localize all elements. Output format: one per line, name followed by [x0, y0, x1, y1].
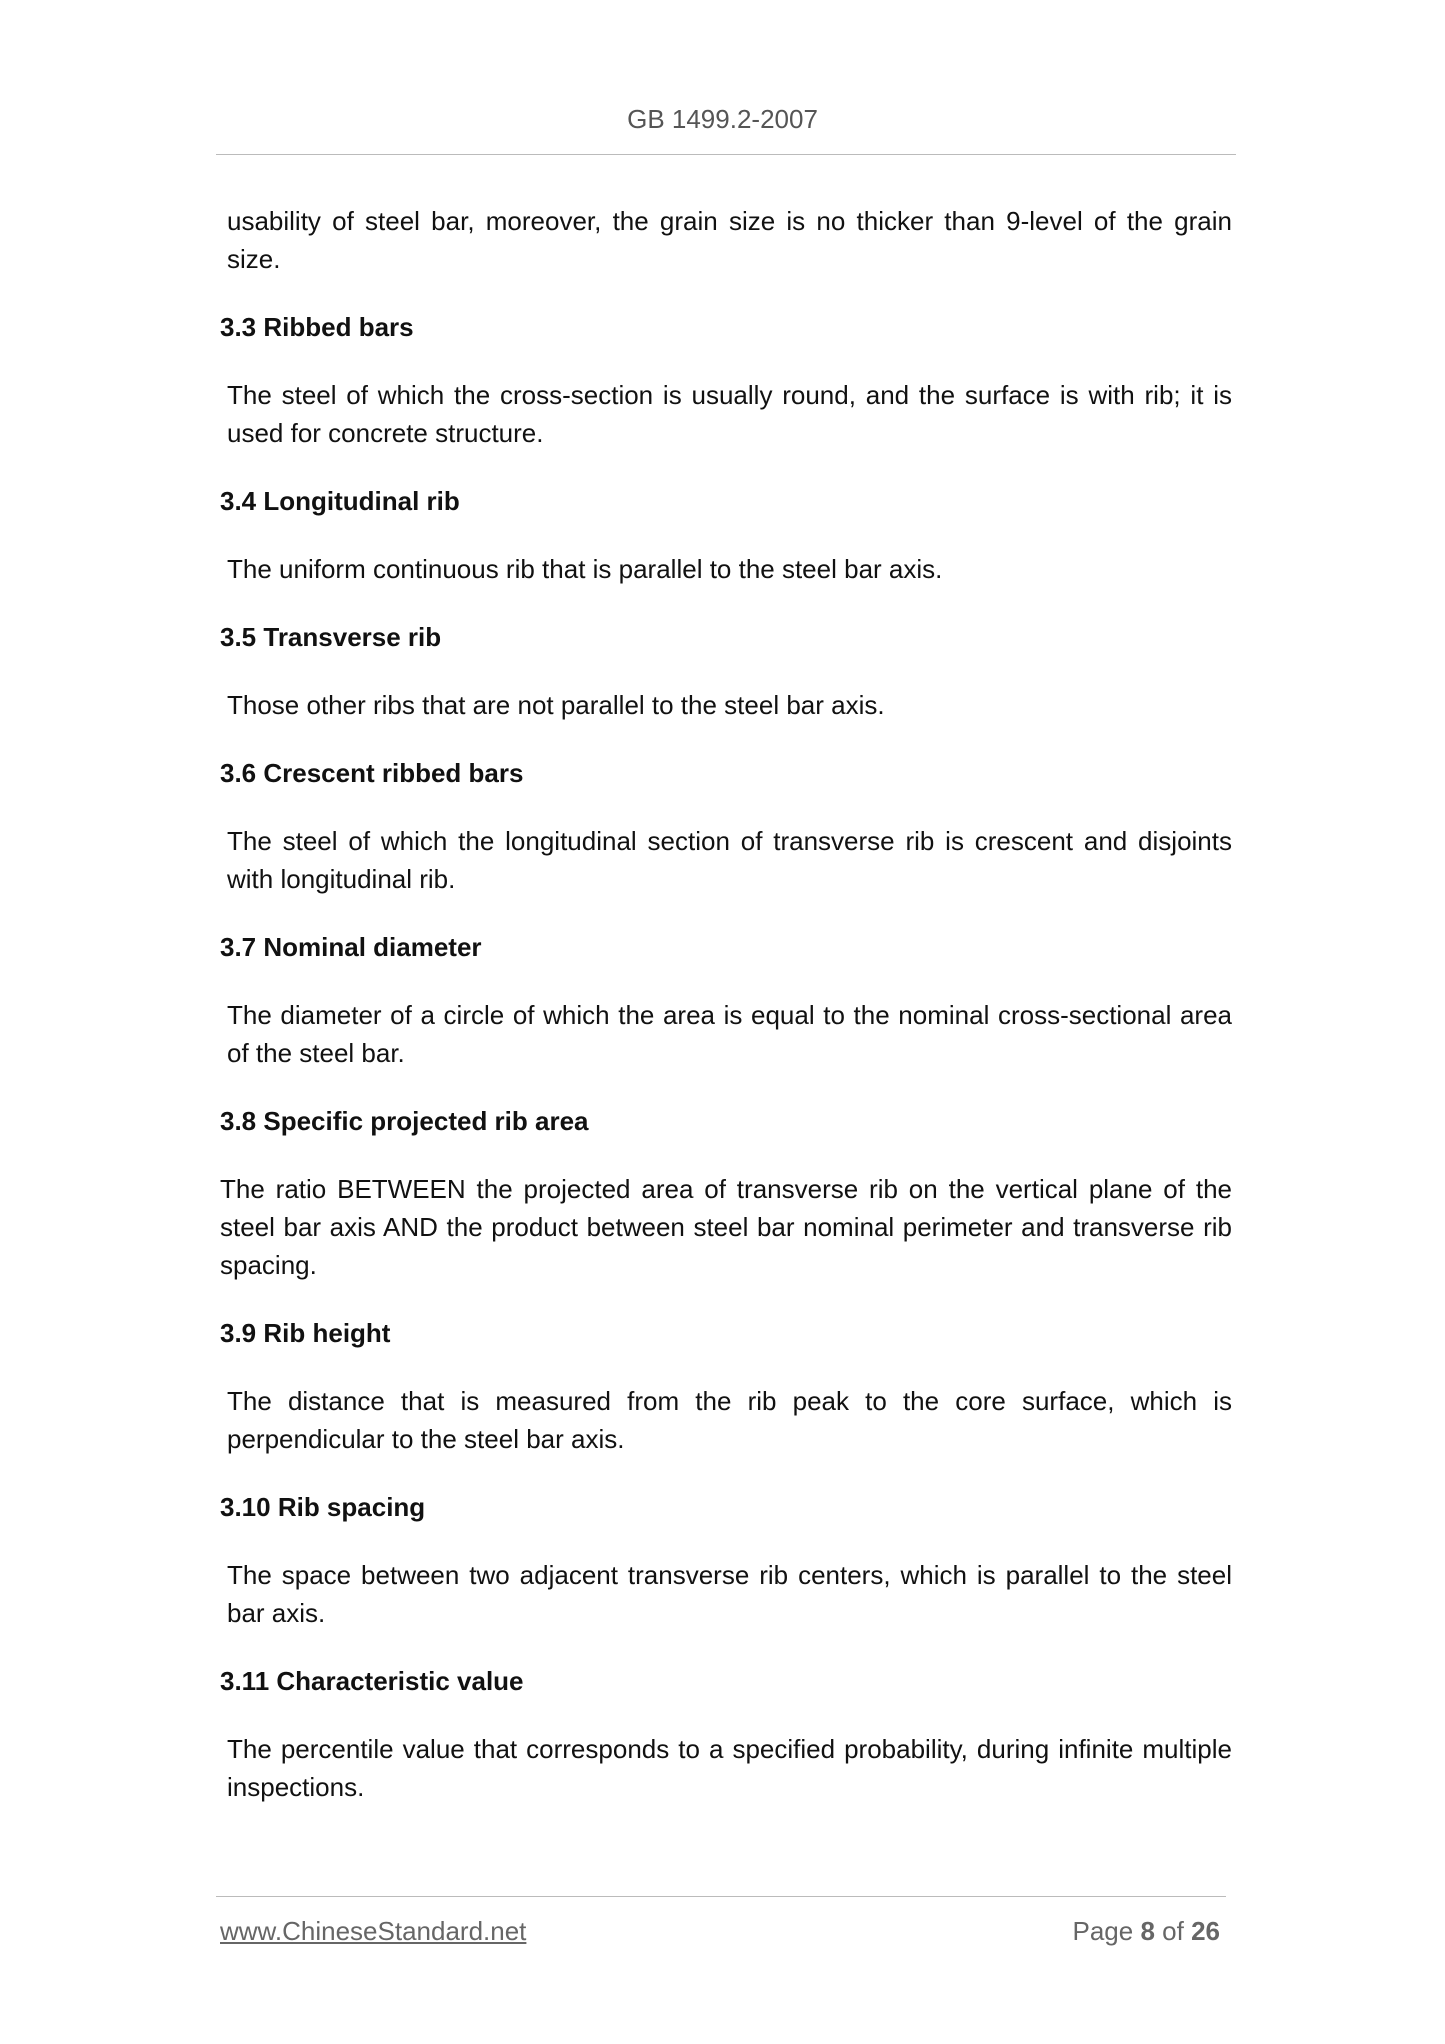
section-body-3-4: The uniform continuous rib that is parallel to the steel bar axis.: [227, 554, 943, 584]
section-heading-3-7: 3.7 Nominal diameter: [220, 932, 482, 962]
page-total: 26: [1191, 1916, 1220, 1946]
section-heading-3-5: 3.5 Transverse rib: [220, 622, 442, 652]
section-heading-3-4: 3.4 Longitudinal rib: [220, 486, 460, 516]
page-current: 8: [1140, 1916, 1155, 1946]
page-of: of: [1162, 1916, 1184, 1946]
section-body-3-11: The percentile value that corresponds to a specified probability, during infinite multiple inspections.: [227, 1734, 1232, 1802]
section-heading-3-3: 3.3 Ribbed bars: [220, 312, 414, 342]
section-body-3-10: The space between two adjacent transverse rib centers, which is parallel to the steel bar axis.: [227, 1560, 1232, 1628]
section-body-3-8: The ratio BETWEEN the projected area of transverse rib on the vertical plane of the steel bar axis AND the product between steel bar nominal perimeter and transverse rib spacing.: [220, 1174, 1232, 1280]
continuation-paragraph: usability of steel bar, moreover, the grain size is no thicker than 9-level of the grain size.: [227, 206, 1232, 274]
section-body-3-3: The steel of which the cross-section is usually round, and the surface is with rib; it is used for concrete structure.: [227, 380, 1232, 448]
website-link[interactable]: www.ChineseStandard.net: [220, 1916, 527, 1946]
section-body-3-6: The steel of which the longitudinal section of transverse rib is crescent and disjoints with longitudinal rib.: [227, 826, 1232, 894]
document-header-title: GB 1499.2-2007: [627, 104, 818, 134]
section-heading-3-10: 3.10 Rib spacing: [220, 1492, 426, 1522]
header-divider: [216, 154, 1236, 155]
page-prefix: Page: [1072, 1916, 1134, 1946]
footer-divider: [216, 1896, 1226, 1897]
section-heading-3-9: 3.9 Rib height: [220, 1318, 391, 1348]
section-heading-3-11: 3.11 Characteristic value: [220, 1666, 524, 1696]
section-heading-3-8: 3.8 Specific projected rib area: [220, 1106, 589, 1136]
section-body-3-5: Those other ribs that are not parallel to the steel bar axis.: [227, 690, 885, 720]
document-body: [220, 202, 1232, 1836]
section-body-3-9: The distance that is measured from the rib peak to the core surface, which is perpendicular to the steel bar axis.: [227, 1386, 1232, 1454]
page-number: [1072, 1916, 1220, 1947]
section-heading-3-6: 3.6 Crescent ribbed bars: [220, 758, 524, 788]
section-body-3-7: The diameter of a circle of which the area is equal to the nominal cross-sectional area of the steel bar.: [227, 1000, 1232, 1068]
